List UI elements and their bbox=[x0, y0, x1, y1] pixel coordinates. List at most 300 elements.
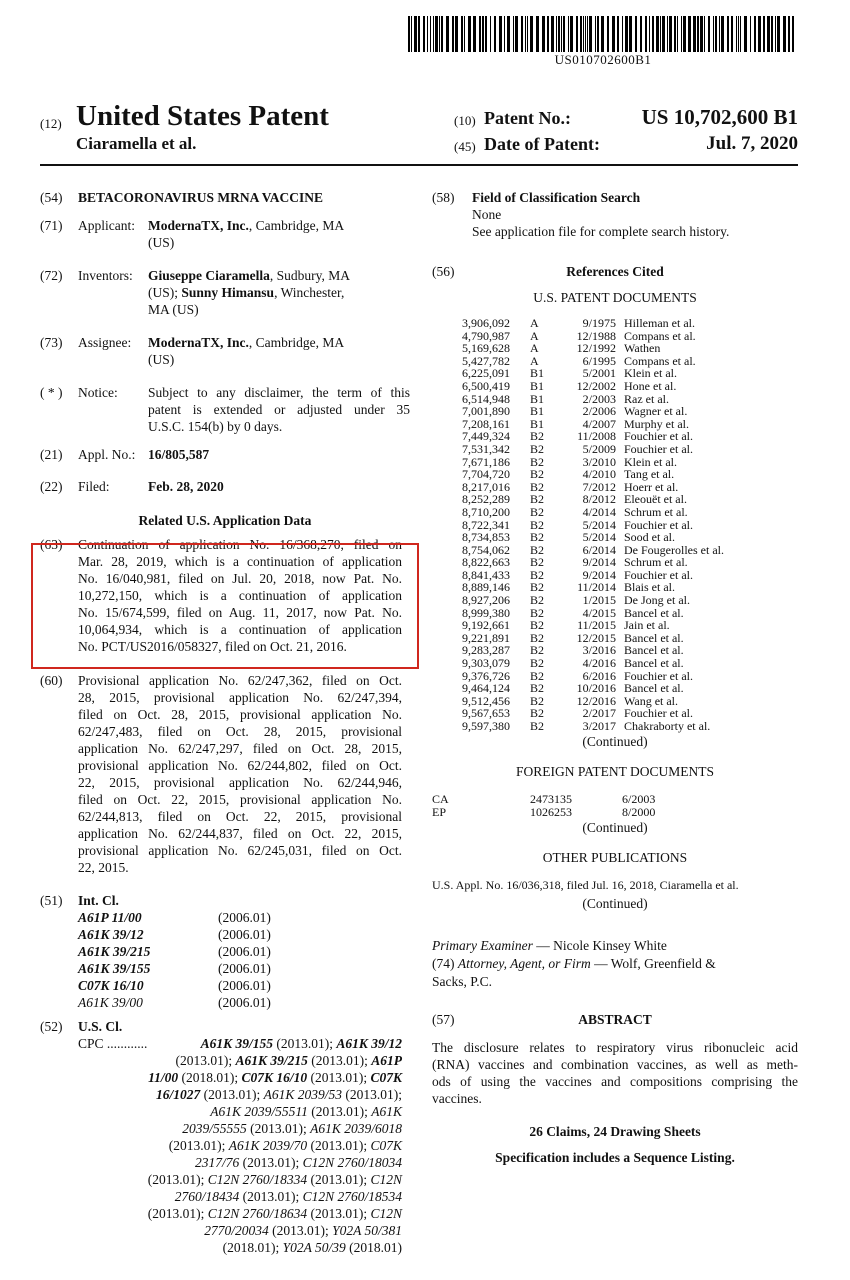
appl-no-field bbox=[40, 446, 410, 478]
barcode-bar bbox=[542, 16, 545, 52]
continuation-line: 10,272,150, which is a continuation of application bbox=[78, 588, 402, 603]
barcode-bar bbox=[669, 16, 672, 52]
barcode-bar bbox=[427, 16, 428, 52]
cpc-segment: C07K bbox=[370, 1070, 402, 1085]
ref-name: Bancel et al. bbox=[624, 681, 684, 696]
cpc-segment: (2013.01); bbox=[147, 1206, 208, 1221]
barcode-bar bbox=[536, 16, 539, 52]
ref-kind: B1 bbox=[530, 366, 545, 381]
foreign-country: CA bbox=[432, 791, 449, 806]
cpc-segment: (2018.01) bbox=[345, 1240, 402, 1255]
ref-date: 4/2007 bbox=[582, 416, 616, 431]
notice-line: patent is extended or adjusted under 35 bbox=[148, 402, 410, 417]
cpc-line bbox=[78, 1222, 402, 1239]
barcode-bar bbox=[792, 16, 794, 52]
applicant-field bbox=[40, 217, 410, 267]
attorney-line2: Sacks, P.C. bbox=[432, 973, 493, 989]
barcode-bar bbox=[697, 16, 699, 52]
ref-kind: A bbox=[530, 316, 539, 330]
code-74: (74) bbox=[432, 955, 455, 971]
cpc-segment: A61K 39/12 bbox=[336, 1036, 402, 1051]
assignee-field bbox=[40, 334, 410, 384]
cpc-line bbox=[78, 1052, 402, 1069]
barcode-bar bbox=[667, 16, 668, 52]
cpc-segment: C07K 16/10 bbox=[241, 1070, 308, 1085]
int-cl-label: Int. Cl. bbox=[78, 893, 119, 908]
provisional-line: application No. 62/244,837, filed on Oct. 22, 2015, bbox=[78, 826, 402, 841]
ref-kind: B2 bbox=[530, 492, 545, 507]
cpc-segment: 2317/76 bbox=[194, 1155, 240, 1170]
other-refs-continued: (Continued) bbox=[582, 895, 648, 911]
ref-kind: B2 bbox=[530, 479, 545, 494]
ref-date: 6/2014 bbox=[582, 542, 616, 557]
cpc-prefix: CPC ............ bbox=[78, 1036, 148, 1051]
inventor-1-location: , Sudbury, MA bbox=[269, 268, 351, 283]
ref-kind: B2 bbox=[530, 706, 545, 721]
barcode-bar bbox=[731, 16, 733, 52]
barcode-bar bbox=[568, 16, 569, 52]
cpc-line bbox=[78, 1205, 402, 1222]
barcode-bar bbox=[595, 16, 596, 52]
barcode-bar bbox=[521, 16, 523, 52]
ref-number: 9,567,653 bbox=[462, 706, 510, 721]
ref-number: 3,906,092 bbox=[462, 316, 510, 330]
cpc-segment: (2013.01); bbox=[307, 1070, 371, 1085]
ref-kind: B2 bbox=[530, 656, 545, 671]
code-10: (10) bbox=[454, 113, 476, 128]
ref-date: 12/1988 bbox=[576, 328, 616, 343]
ref-kind: B2 bbox=[530, 719, 545, 733]
continuation-line: Mar. 28, 2019, which is a continuation of application bbox=[78, 554, 402, 569]
cpc-segment: 16/1027 bbox=[155, 1087, 201, 1102]
ref-name: Bancel et al. bbox=[624, 643, 684, 658]
barcode-bar bbox=[649, 16, 650, 52]
ref-date: 3/2010 bbox=[582, 454, 616, 469]
cpc-segment: (2013.01); bbox=[307, 1172, 371, 1187]
int-cl-code: A61P 11/00 bbox=[78, 910, 142, 925]
provisional-line: filed on Oct. 22, 2015, provisional application No. bbox=[78, 792, 402, 807]
ref-date: 6/1995 bbox=[582, 353, 616, 368]
continuation-line: No. PCT/US2016/058327, filed on Oct. 21, 2016. bbox=[78, 639, 347, 654]
abstract-line: ods of using the vaccines and compositions comprising the bbox=[432, 1073, 798, 1089]
ref-date: 8/2012 bbox=[582, 492, 616, 507]
ref-kind: B2 bbox=[530, 555, 545, 570]
ref-number: 9,303,079 bbox=[462, 656, 510, 671]
ref-date: 10/2016 bbox=[576, 681, 616, 696]
date-label: Date of Patent: bbox=[484, 134, 600, 154]
provisional-line: 22, 2015. bbox=[78, 860, 129, 875]
barcode-bar bbox=[439, 16, 440, 52]
ref-kind: B2 bbox=[530, 580, 545, 595]
inventor-2: Sunny Himansu bbox=[181, 285, 275, 300]
ref-name: Compans et al. bbox=[624, 353, 696, 368]
us-patent-row bbox=[462, 405, 798, 418]
barcode-bar bbox=[441, 16, 443, 52]
code-45: (45) bbox=[454, 139, 476, 154]
ref-date: 9/2014 bbox=[582, 567, 616, 582]
ref-number: 7,449,324 bbox=[462, 429, 510, 444]
barcode-bar bbox=[468, 16, 471, 52]
code-notice: ( * ) bbox=[40, 385, 63, 400]
ref-date: 12/2016 bbox=[576, 693, 616, 708]
inventors-short: Ciaramella et al. bbox=[76, 134, 197, 153]
cpc-segment: A61K 39/215 bbox=[235, 1053, 308, 1068]
ref-kind: B2 bbox=[530, 593, 545, 608]
cpc-segment: A61K 2039/55511 bbox=[210, 1104, 308, 1119]
ref-name: Jain et al. bbox=[624, 618, 670, 633]
barcode-bar bbox=[754, 16, 756, 52]
ref-name: Fouchier et al. bbox=[624, 668, 693, 683]
barcode-bar bbox=[423, 16, 425, 52]
barcode-bar bbox=[494, 16, 496, 52]
ref-number: 4,790,987 bbox=[462, 328, 510, 343]
int-cl-code: A61K 39/00 bbox=[78, 995, 143, 1010]
cpc-segment: C12N bbox=[370, 1172, 402, 1187]
ref-number: 8,754,062 bbox=[462, 542, 510, 557]
filed-value: Feb. 28, 2020 bbox=[148, 479, 224, 494]
code-63: (63) bbox=[40, 537, 63, 552]
ref-number: 8,217,016 bbox=[462, 479, 510, 494]
ref-name: Schrum et al. bbox=[624, 555, 688, 570]
inventor-1-country: (US); bbox=[148, 285, 182, 300]
cpc-segment: A61K 2039/70 bbox=[228, 1138, 308, 1153]
barcode-bar bbox=[758, 16, 761, 52]
abstract-heading: ABSTRACT bbox=[578, 1011, 652, 1027]
foreign-patent-row bbox=[432, 793, 798, 806]
us-refs-continued: (Continued) bbox=[582, 733, 648, 749]
cpc-line bbox=[78, 1069, 402, 1086]
ref-number: 8,252,289 bbox=[462, 492, 510, 507]
barcode-bar bbox=[740, 16, 741, 52]
code-51: (51) bbox=[40, 893, 63, 908]
barcode-bar bbox=[446, 16, 449, 52]
cpc-segment: Y02A 50/39 bbox=[282, 1240, 346, 1255]
continuation-line: No. 16/040,981, filed on Jul. 20, 2018, now Pat. No. bbox=[78, 571, 402, 586]
cpc-segment: (2013.01); bbox=[246, 1121, 311, 1136]
provisional-text bbox=[78, 672, 402, 876]
barcode-bar bbox=[547, 16, 549, 52]
us-patent-row bbox=[462, 556, 798, 569]
attorney-label: Attorney, Agent, or Firm bbox=[457, 955, 591, 971]
provisional-line: provisional application No. 62/244,802, filed on Oct. bbox=[78, 758, 402, 773]
ref-date: 2/2017 bbox=[582, 706, 616, 721]
ref-date: 12/2002 bbox=[576, 378, 616, 393]
int-cl-row bbox=[78, 909, 378, 926]
abstract-line: The disclosure relates to respiratory virus ribonucleic acid bbox=[432, 1039, 798, 1055]
barcode-bar bbox=[551, 16, 554, 52]
ref-date: 2/2003 bbox=[582, 391, 616, 406]
ref-kind: B1 bbox=[530, 404, 545, 419]
abstract-text bbox=[432, 1039, 798, 1123]
ref-name: Fouchier et al. bbox=[624, 706, 693, 721]
provisional-line: filed on Oct. 28, 2015, provisional application No. bbox=[78, 707, 402, 722]
ref-name: Sood et al. bbox=[624, 530, 675, 545]
provisional-field bbox=[40, 672, 410, 892]
ref-kind: B2 bbox=[530, 567, 545, 582]
cpc-segment: 11/00 bbox=[148, 1070, 179, 1085]
ref-date: 2/2006 bbox=[582, 404, 616, 419]
ref-date: 4/2016 bbox=[582, 656, 616, 671]
ref-name: Tang et al. bbox=[624, 467, 675, 482]
inventors-field bbox=[40, 267, 410, 334]
barcode-bar bbox=[513, 16, 514, 52]
ref-kind: A bbox=[530, 341, 539, 356]
us-patent-row bbox=[462, 342, 798, 355]
barcode-bar bbox=[775, 16, 776, 52]
ref-number: 9,597,380 bbox=[462, 719, 510, 733]
cpc-segment: (2013.01); bbox=[342, 1087, 402, 1102]
ref-date: 5/2014 bbox=[582, 517, 616, 532]
cpc-segment: C12N bbox=[370, 1206, 402, 1221]
us-patent-row bbox=[462, 531, 798, 544]
ref-number: 7,671,186 bbox=[462, 454, 510, 469]
barcode-bar bbox=[700, 16, 703, 52]
ref-date: 11/2014 bbox=[577, 580, 616, 595]
classification-search-note: See application file for complete search history. bbox=[472, 224, 730, 239]
cpc-segment: (2013.01); bbox=[168, 1138, 229, 1153]
us-patent-row bbox=[462, 720, 798, 733]
ref-date: 5/2001 bbox=[582, 366, 616, 381]
sequence-listing-note: Specification includes a Sequence Listing. bbox=[495, 1149, 735, 1165]
notice-line: Subject to any disclaimer, the term of this bbox=[148, 385, 410, 400]
barcode-bar bbox=[656, 16, 659, 52]
provisional-line: 22, 2015, provisional application No. 62/244,946, bbox=[78, 775, 402, 790]
ref-number: 8,999,380 bbox=[462, 605, 510, 620]
code-12: (12) bbox=[40, 116, 62, 131]
ref-name: Chakraborty et al. bbox=[624, 719, 711, 733]
ref-kind: B2 bbox=[530, 668, 545, 683]
ref-kind: B2 bbox=[530, 643, 545, 658]
cpc-segment: (2013.01); bbox=[307, 1104, 372, 1119]
us-patent-row bbox=[462, 468, 798, 481]
barcode-number: US010702600B1 bbox=[554, 52, 652, 67]
header-rule bbox=[40, 164, 798, 166]
barcode-bar bbox=[617, 16, 619, 52]
int-cl-code: A61K 39/12 bbox=[78, 927, 144, 942]
barcode-bar bbox=[601, 16, 604, 52]
code-72: (72) bbox=[40, 268, 63, 283]
barcode-bar bbox=[677, 16, 678, 52]
provisional-line: provisional application No. 62/245,031, filed on Oct. bbox=[78, 843, 402, 858]
cpc-line bbox=[78, 1188, 402, 1205]
cpc-segment: (2018.01); bbox=[222, 1240, 283, 1255]
ref-name: De Jong et al. bbox=[624, 593, 690, 608]
barcode-bar bbox=[727, 16, 729, 52]
foreign-country: EP bbox=[432, 804, 447, 819]
other-publication-item: U.S. Appl. No. 16/036,318, filed Jul. 16, 2018, Ciaramella et al. bbox=[432, 877, 739, 892]
barcode-bar bbox=[490, 16, 491, 52]
barcode-bar bbox=[411, 16, 412, 52]
ref-date: 4/2015 bbox=[582, 605, 616, 620]
barcode-bar bbox=[414, 16, 417, 52]
barcode-bar bbox=[558, 16, 560, 52]
cpc-line bbox=[78, 1137, 402, 1154]
us-cl-label: U.S. Cl. bbox=[78, 1019, 123, 1034]
filed-label: Filed: bbox=[78, 479, 110, 494]
ref-name: De Fougerolles et al. bbox=[624, 542, 724, 557]
barcode-bar bbox=[485, 16, 487, 52]
claims-count: 26 Claims, 24 Drawing Sheets bbox=[529, 1123, 701, 1139]
ref-name: Hoerr et al. bbox=[624, 479, 679, 494]
ref-kind: B2 bbox=[530, 681, 545, 696]
cpc-segment: Y02A 50/381 bbox=[332, 1223, 402, 1238]
int-cl-code: A61K 39/215 bbox=[78, 944, 151, 959]
code-54: (54) bbox=[40, 190, 63, 205]
code-22: (22) bbox=[40, 479, 63, 494]
abstract-line: (RNA) vaccines and combination vaccines, as well as meth- bbox=[432, 1056, 798, 1072]
continuation-line: No. 15/674,599, filed on Aug. 11, 2017, now Pat. No. bbox=[78, 605, 402, 620]
us-patent-row bbox=[462, 443, 798, 456]
classification-search-value: None bbox=[472, 207, 502, 222]
ref-date: 5/2014 bbox=[582, 530, 616, 545]
code-57: (57) bbox=[432, 1011, 455, 1027]
ref-name: Bancel et al. bbox=[624, 630, 684, 645]
barcode-bar bbox=[744, 16, 747, 52]
us-patent-row bbox=[462, 506, 798, 519]
ref-date: 12/2015 bbox=[576, 630, 616, 645]
barcode-bar bbox=[771, 16, 773, 52]
cpc-list bbox=[78, 1035, 402, 1256]
cpc-segment: 2770/20034 bbox=[204, 1223, 269, 1238]
cpc-segment: A61P bbox=[371, 1053, 402, 1068]
int-cl-version: (2006.01) bbox=[218, 961, 271, 976]
barcode-bar bbox=[515, 16, 518, 52]
int-cl-version: (2006.01) bbox=[218, 944, 271, 959]
cpc-segment: (2018.01); bbox=[178, 1070, 242, 1085]
cpc-segment: (2013.01); bbox=[307, 1206, 371, 1221]
us-cl-field bbox=[40, 1018, 410, 1258]
ref-name: Hone et al. bbox=[624, 378, 677, 393]
cpc-segment: (2013.01); bbox=[307, 1138, 371, 1153]
cpc-segment: C12N 2760/18334 bbox=[207, 1172, 308, 1187]
barcode-bar bbox=[587, 16, 588, 52]
foreign-patent-list bbox=[432, 793, 798, 819]
code-73: (73) bbox=[40, 335, 63, 350]
ref-date: 7/2012 bbox=[582, 479, 616, 494]
continuation-line: Continuation of application No. 16/368,270, filed on bbox=[78, 537, 402, 552]
ref-number: 8,822,663 bbox=[462, 555, 510, 570]
cpc-segment: (2013.01); bbox=[239, 1155, 303, 1170]
other-publications-heading: OTHER PUBLICATIONS bbox=[542, 849, 688, 865]
ref-name: Schrum et al. bbox=[624, 504, 688, 519]
patent-no-label: Patent No.: bbox=[484, 108, 571, 128]
cpc-segment: (2013.01); bbox=[268, 1223, 333, 1238]
ref-kind: A bbox=[530, 353, 539, 368]
ref-number: 6,225,091 bbox=[462, 366, 510, 381]
ref-number: 8,889,146 bbox=[462, 580, 510, 595]
cpc-segment: C12N 2760/18034 bbox=[302, 1155, 402, 1170]
barcode-bar bbox=[589, 16, 592, 52]
barcode-bar bbox=[461, 16, 463, 52]
barcode-bar bbox=[433, 16, 434, 52]
ref-name: Wang et al. bbox=[624, 693, 679, 708]
barcode-bar bbox=[750, 16, 751, 52]
cpc-segment: A61K bbox=[371, 1104, 402, 1119]
ref-name: Wathen bbox=[624, 341, 661, 356]
cpc-segment: C12N 2760/18534 bbox=[302, 1189, 402, 1204]
ref-date: 5/2009 bbox=[582, 441, 616, 456]
ref-number: 8,927,206 bbox=[462, 593, 510, 608]
int-cl-row bbox=[78, 977, 378, 994]
barcode-bar bbox=[719, 16, 720, 52]
barcode-bar bbox=[418, 16, 420, 52]
ref-name: Compans et al. bbox=[624, 328, 696, 343]
ref-kind: B2 bbox=[530, 630, 545, 645]
barcode-bar bbox=[556, 16, 557, 52]
barcode-bar bbox=[660, 16, 661, 52]
continuation-line: 10,064,934, which is a continuation of application bbox=[78, 622, 402, 637]
int-cl-row bbox=[78, 943, 378, 960]
foreign-date: 6/2003 bbox=[622, 791, 656, 806]
ref-number: 9,512,456 bbox=[462, 693, 510, 708]
cpc-segment: (2013.01); bbox=[272, 1036, 337, 1051]
ref-name: Fouchier et al. bbox=[624, 429, 693, 444]
ref-number: 7,704,720 bbox=[462, 467, 510, 482]
inventor-2-country: MA (US) bbox=[148, 302, 199, 317]
examiner-label: Primary Examiner bbox=[432, 937, 533, 953]
int-cl-row bbox=[78, 926, 378, 943]
ref-number: 5,427,782 bbox=[462, 353, 510, 368]
cpc-segment: 2039/55555 bbox=[182, 1121, 247, 1136]
barcode-bar bbox=[563, 16, 565, 52]
barcode-bar bbox=[715, 16, 717, 52]
patent-date: Jul. 7, 2020 bbox=[706, 133, 798, 154]
barcode-bar bbox=[527, 16, 528, 52]
barcode-bar bbox=[561, 16, 562, 52]
barcode-bar bbox=[570, 16, 573, 52]
assignee-location: , Cambridge, MA bbox=[248, 335, 345, 350]
appl-no-label: Appl. No.: bbox=[78, 447, 136, 462]
ref-date: 9/1975 bbox=[582, 316, 616, 330]
ref-name: Fouchier et al. bbox=[624, 441, 693, 456]
ref-number: 9,376,726 bbox=[462, 668, 510, 683]
code-60: (60) bbox=[40, 673, 63, 688]
ref-date: 11/2015 bbox=[577, 618, 616, 633]
barcode-bar bbox=[640, 16, 642, 52]
ref-kind: B2 bbox=[530, 693, 545, 708]
applicant-location: , Cambridge, MA bbox=[248, 218, 345, 233]
int-cl-list bbox=[78, 909, 378, 1011]
barcode-bar bbox=[408, 16, 410, 52]
barcode-bar bbox=[662, 16, 665, 52]
ref-number: 9,192,661 bbox=[462, 618, 510, 633]
ref-number: 6,514,948 bbox=[462, 391, 510, 406]
us-patent-row bbox=[462, 317, 798, 330]
cpc-line bbox=[78, 1120, 402, 1137]
ref-date: 3/2016 bbox=[582, 643, 616, 658]
barcode-bar bbox=[479, 16, 481, 52]
ref-kind: B1 bbox=[530, 391, 545, 406]
barcode-bar bbox=[713, 16, 714, 52]
cpc-line bbox=[78, 1086, 402, 1103]
abstract-line: vaccines. bbox=[432, 1090, 482, 1106]
barcode-bar bbox=[693, 16, 696, 52]
ref-kind: B2 bbox=[530, 441, 545, 456]
ref-date: 12/1992 bbox=[576, 341, 616, 356]
foreign-refs-continued: (Continued) bbox=[582, 819, 648, 835]
barcode-bar bbox=[612, 16, 615, 52]
code-58: (58) bbox=[432, 190, 455, 205]
int-cl-version: (2006.01) bbox=[218, 910, 271, 925]
code-71: (71) bbox=[40, 218, 63, 233]
notice-label: Notice: bbox=[78, 385, 118, 400]
ref-name: Raz et al. bbox=[624, 391, 669, 406]
foreign-patent-heading: FOREIGN PATENT DOCUMENTS bbox=[515, 763, 715, 779]
references-label: References Cited bbox=[566, 264, 664, 279]
inventors-label: Inventors: bbox=[78, 268, 133, 283]
foreign-number: 2473135 bbox=[530, 791, 572, 806]
foreign-number: 1026253 bbox=[530, 804, 572, 819]
